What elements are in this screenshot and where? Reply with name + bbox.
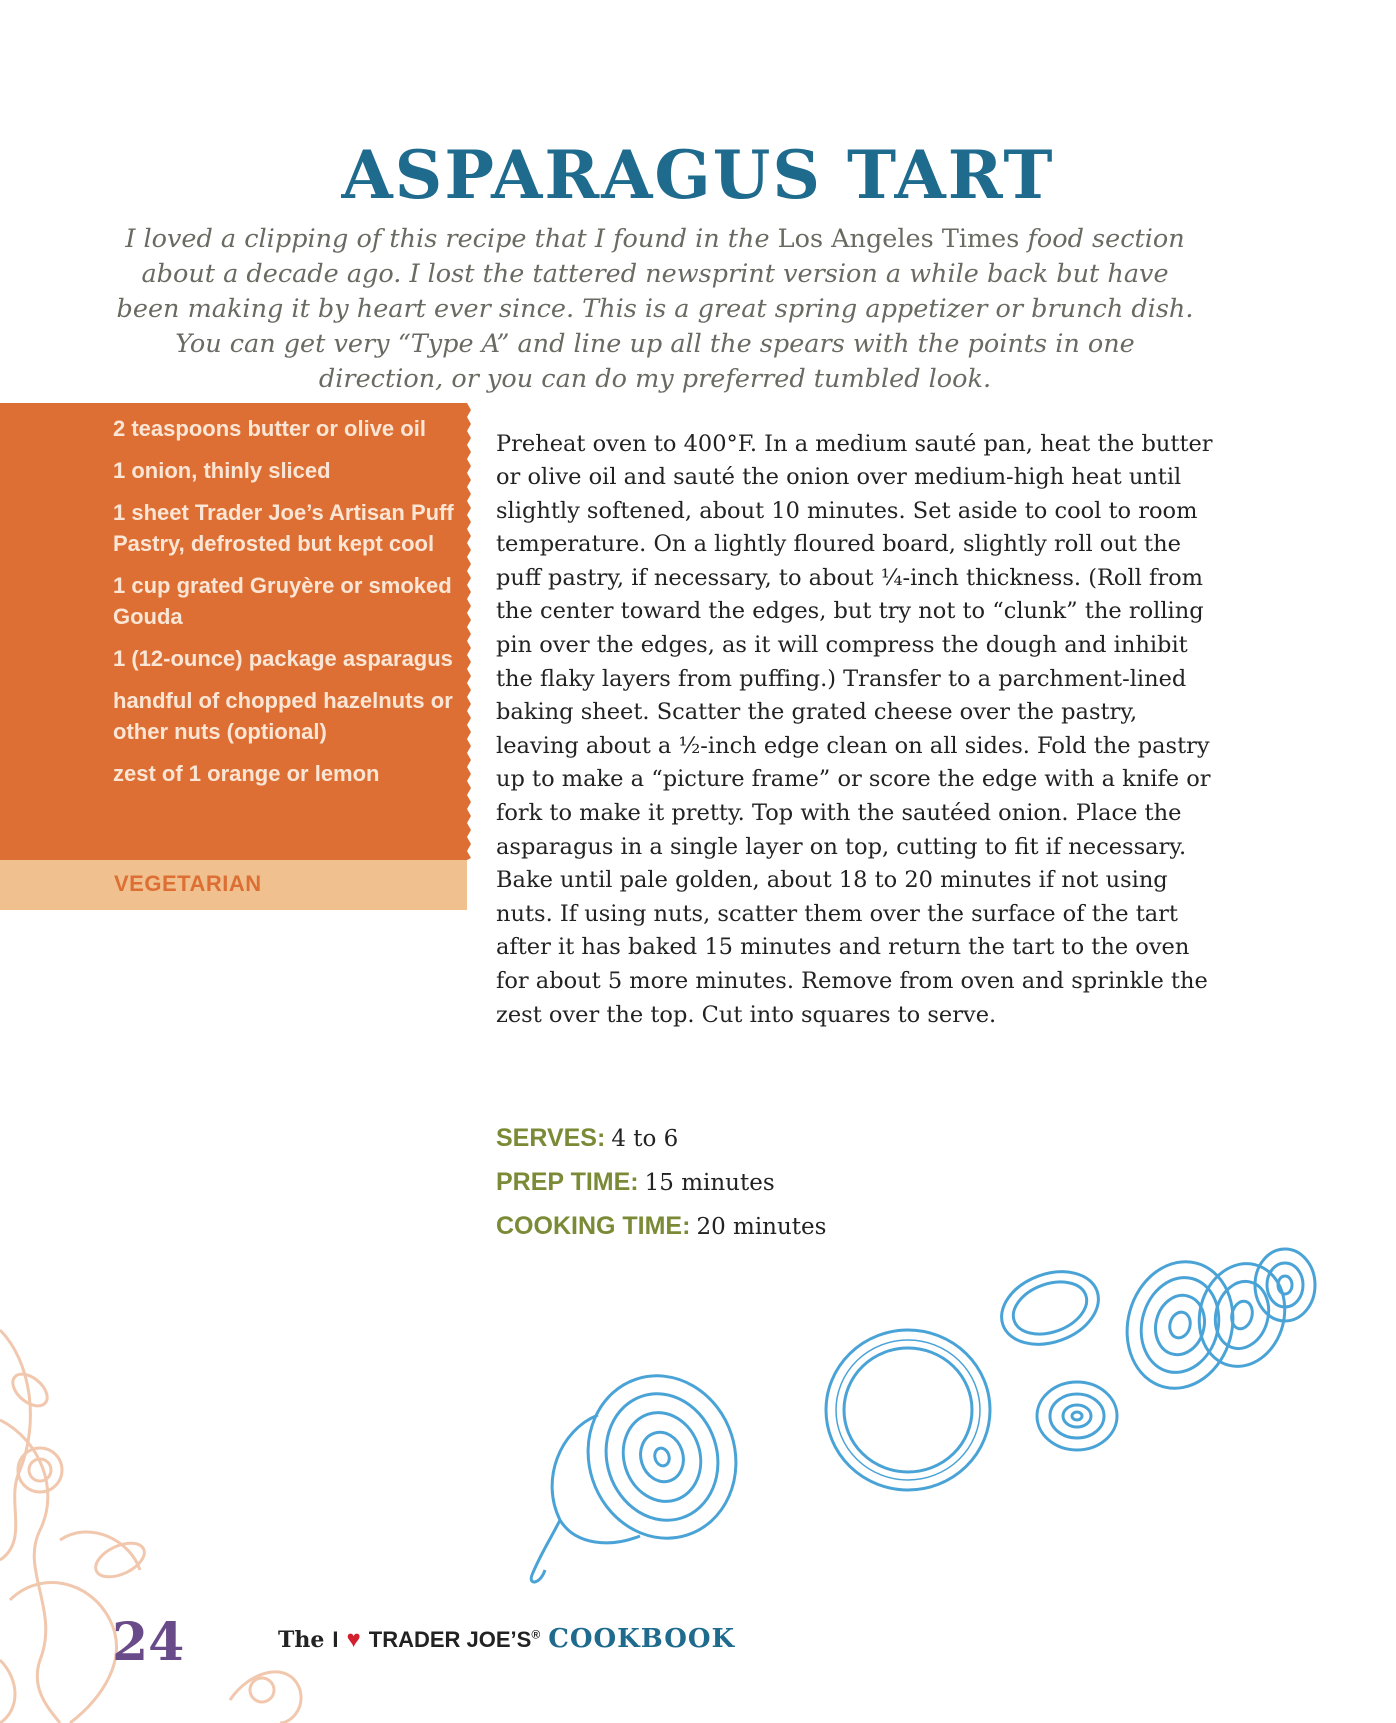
book-footer <box>278 1624 735 1654</box>
stat-prep-time <box>496 1168 826 1212</box>
ingredients-box <box>0 403 467 860</box>
onion-ring-small-icon <box>991 1259 1108 1357</box>
footer-brand: TRADER JOE’S <box>368 1627 532 1652</box>
ingredient-item: 2 teaspoons butter or olive oil <box>113 416 426 441</box>
stat-cooking-time <box>496 1212 826 1256</box>
onion-slice-small-icon <box>1037 1382 1117 1450</box>
registered-mark: ® <box>531 1627 541 1642</box>
recipe-method: Preheat oven to 400°F. In a medium sauté pan, heat the butter or olive oil and sauté the onion over medium-high heat until slightly softened, about 10 minutes. Set aside to cool to room temperature. On a lightly floured board, slightly roll out the puff pastry, if necessary, to about ¼-inch thickness. (Roll from the center toward the edges, but try not to “clunk” the rolling pin over the edges, as it will compress the dough and inhibit the flaky layers from puffing.) Transfer to a parchment-lined baking sheet. Scatter the grated cheese over the pastry, leaving about a ½-inch edge clean on all sides. Fold the pastry up to make a “picture frame” or score the edge with a knife or fork to make it pretty. Top with the sautéed onion. Place the asparagus in a single layer on top, cutting to fit if necessary. Bake until pale golden, about 18 to 20 minutes if not using nuts. If using nuts, scatter them over the surface of the tart after it has baked 15 minutes and return the tart to the oven for about 5 more minutes. Remove from oven and sprinkle the zest over the top. Cut into squares to serve. <box>496 430 1213 1028</box>
ingredients-box-edge <box>467 403 471 860</box>
recipe-title: ASPARAGUS TART <box>341 136 1055 215</box>
stat-value: 15 minutes <box>644 1170 775 1196</box>
stat-label: PREP TIME: <box>496 1168 639 1196</box>
half-onion-icon <box>531 1356 757 1582</box>
recipe-stats <box>496 1124 826 1256</box>
vegetarian-label: VEGETARIAN <box>114 871 262 896</box>
ingredients-list <box>0 403 467 789</box>
intro-text-part1: I loved a clipping of this recipe that I found in the <box>125 223 778 254</box>
footer-the: The <box>278 1627 325 1653</box>
stat-value: 4 to 6 <box>611 1126 679 1152</box>
stat-label: SERVES: <box>496 1124 606 1152</box>
ingredient-item: 1 cup grated Gruyère or smoked Gouda <box>113 573 452 629</box>
stat-serves <box>496 1124 826 1168</box>
page-number: 24 <box>112 1612 185 1673</box>
ingredient-item: handful of chopped hazelnuts or other nuts (optional) <box>113 688 453 744</box>
recipe-intro <box>110 222 1200 397</box>
ingredient-item: 1 sheet Trader Joe’s Artisan Puff Pastry, defrosted but kept cool <box>113 500 454 556</box>
onion-ring-large-icon <box>826 1330 990 1490</box>
onion-slices-illustration <box>531 1249 1315 1582</box>
stat-label: COOKING TIME: <box>496 1212 691 1240</box>
footer-cookbook: COOKBOOK <box>548 1624 736 1654</box>
vegetarian-bar <box>0 860 467 910</box>
ingredient-item: zest of 1 orange or lemon <box>113 761 380 786</box>
onion-slices-stack-icon <box>1113 1249 1315 1400</box>
ingredient-item: 1 onion, thinly sliced <box>113 458 331 483</box>
intro-publication-name: Los Angeles Times <box>777 223 1020 254</box>
ingredient-item: 1 (12-ounce) package asparagus <box>113 646 453 671</box>
footer-i: I <box>332 1627 339 1652</box>
intro-text-part2: food section about a decade ago. I lost the tattered newsprint version a while back but have been making it by heart ever since. This is a great spring appetizer or brunch dish. You can get very “Type A” and line up all the spears with the points in one direction, or you can do my preferred tumbled look. <box>116 223 1194 394</box>
stat-value: 20 minutes <box>696 1214 827 1240</box>
heart-icon: ♥ <box>346 1626 361 1653</box>
